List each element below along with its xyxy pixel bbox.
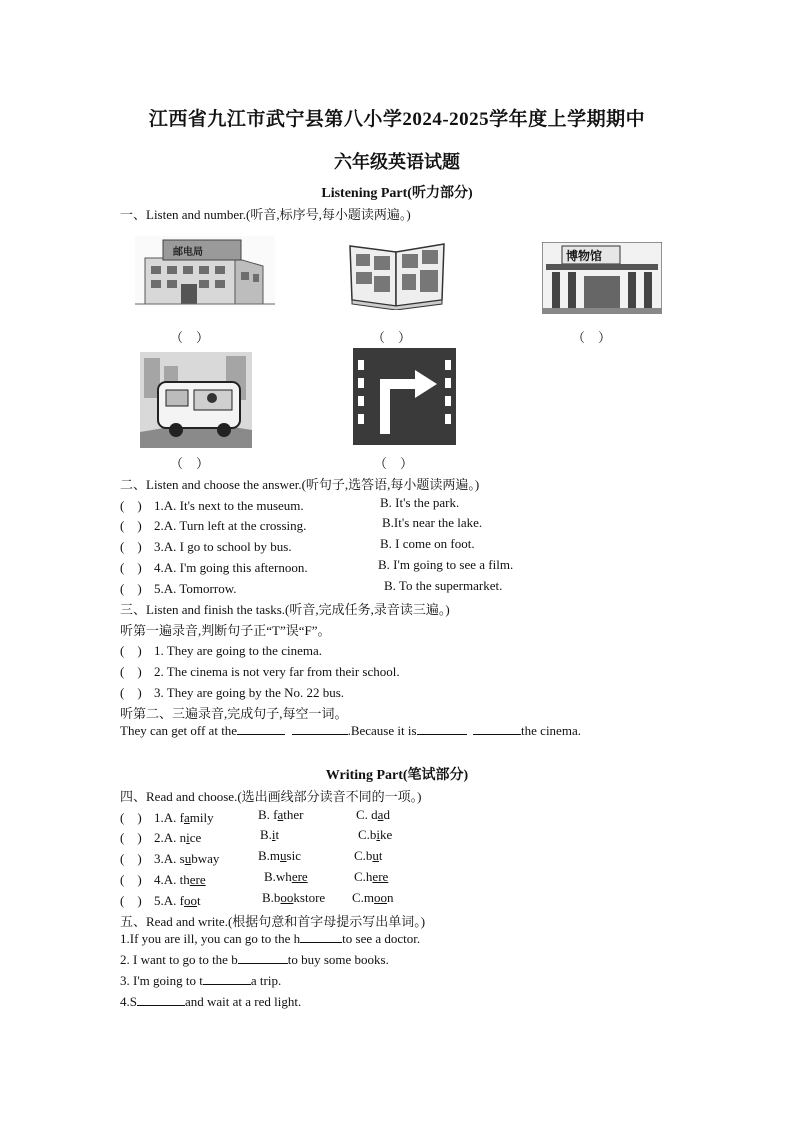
underlined-letters: i — [271, 827, 276, 842]
option-b — [264, 869, 308, 885]
answer-blank[interactable] — [203, 973, 251, 985]
list-item — [120, 557, 308, 576]
sentence-text: and wait at a red light. — [184, 994, 302, 1009]
turn-right-sign-picture — [353, 348, 456, 445]
blank-3[interactable] — [417, 723, 467, 735]
option-a: A. n — [163, 830, 187, 845]
option-c-text: ke — [380, 827, 393, 842]
option-a: bway — [191, 851, 220, 866]
listening-part-heading: Listening Part(听力部分) — [321, 186, 473, 201]
answer-bracket[interactable]: ( ) — [120, 851, 142, 866]
fill-text: the cinema. — [521, 723, 581, 738]
underlined-letters: i — [376, 827, 381, 842]
section4-instruction: 四、Read and choose.(选出画线部分读音不同的一项。) — [120, 789, 422, 804]
option-a: 2.A. Turn left at the crossing. — [154, 518, 307, 533]
sentence-text: to buy some books. — [287, 952, 389, 967]
section2-instruction: 二、Listen and choose the answer.(听句子,选答语,每小题读两遍。) — [120, 477, 480, 492]
option-a: 5.A. Tomorrow. — [154, 581, 237, 596]
list-item — [120, 640, 322, 659]
underlined-letters: ere — [189, 872, 206, 887]
bus-picture — [140, 352, 252, 448]
option-a: A. f — [163, 810, 184, 825]
answer-bracket[interactable]: ( ) — [120, 539, 142, 554]
list-item — [120, 807, 214, 826]
statement-text: 3. They are going by the No. 22 bus. — [154, 685, 345, 700]
option-b — [258, 807, 304, 823]
option-a: ce — [189, 830, 202, 845]
answer-blank[interactable] — [137, 994, 185, 1006]
post-office-picture — [135, 236, 275, 306]
list-item — [120, 495, 304, 514]
exam-subtitle: 六年级英语试题 — [334, 152, 460, 172]
option-a: A. f — [163, 893, 184, 908]
option-c-text: C.b — [354, 848, 373, 863]
option-a: t — [196, 893, 201, 908]
book-answer-bracket[interactable]: （ ） — [372, 330, 412, 345]
question-number: 3. — [154, 851, 164, 866]
post-office-sign: 邮电局 — [173, 247, 203, 258]
answer-bracket[interactable]: ( ) — [120, 810, 142, 825]
underlined-letters: oo — [374, 890, 388, 905]
option-b-text: ther — [283, 807, 304, 822]
second-listen-instruction: 听第二、三遍录音,完成句子,每空一词。 — [120, 706, 348, 721]
option-c — [356, 807, 390, 823]
option-c — [352, 890, 394, 906]
option-a: mily — [189, 810, 214, 825]
underlined-letters: a — [183, 810, 190, 825]
list-item — [120, 931, 420, 947]
turn-right-answer-bracket[interactable]: （ ） — [374, 456, 414, 471]
option-c-text: d — [383, 807, 390, 822]
list-item — [120, 994, 301, 1010]
question-number: 2. — [154, 830, 164, 845]
option-b: B. It's the park. — [380, 495, 460, 510]
option-a: 4.A. I'm going this afternoon. — [154, 560, 308, 575]
blank-1[interactable] — [237, 723, 285, 735]
option-b-text: B.m — [258, 848, 281, 863]
first-listen-instruction: 听第一遍录音,判断句子正“T”误“F”。 — [120, 623, 331, 638]
question-number: 5. — [154, 893, 164, 908]
museum-answer-bracket[interactable]: （ ） — [572, 330, 612, 345]
answer-bracket[interactable]: ( ) — [120, 872, 142, 887]
option-c-text: n — [387, 890, 394, 905]
answer-bracket[interactable]: ( ) — [120, 664, 142, 679]
list-item — [120, 973, 281, 989]
option-b — [258, 848, 301, 864]
question-number: 4. — [154, 872, 164, 887]
option-b-text: kstore — [293, 890, 326, 905]
answer-bracket[interactable]: ( ) — [120, 518, 142, 533]
option-a: A. s — [163, 851, 185, 866]
book-picture — [348, 238, 446, 310]
option-b-text: B.b — [262, 890, 281, 905]
option-c-text: C.m — [352, 890, 375, 905]
option-b: B. I come on foot. — [380, 536, 475, 551]
option-b: B. I'm going to see a film. — [378, 557, 514, 572]
list-item — [120, 869, 206, 888]
statement-text: 2. The cinema is not very far from their school. — [154, 664, 400, 679]
option-b: B. To the supermarket. — [384, 578, 503, 593]
answer-bracket[interactable]: ( ) — [120, 643, 142, 658]
option-b-text: B.wh — [264, 869, 292, 884]
blank-4[interactable] — [473, 723, 521, 735]
option-a: A. th — [163, 872, 190, 887]
answer-bracket[interactable]: ( ) — [120, 685, 142, 700]
option-a: 3.A. I go to school by bus. — [154, 539, 292, 554]
section1-instruction: 一、Listen and number.(听音,标序号,每小题读两遍。) — [120, 207, 411, 222]
option-b-text: sic — [286, 848, 301, 863]
option-b-text: B. — [260, 827, 272, 842]
option-b: B.It's near the lake. — [382, 515, 483, 530]
answer-bracket[interactable]: ( ) — [120, 498, 142, 513]
option-b-text: B. f — [258, 807, 278, 822]
fill-sentence — [120, 723, 581, 739]
sentence-text: 3. I'm going to t — [120, 973, 203, 988]
underlined-letters: u — [280, 848, 287, 863]
sentence-text: to see a doctor. — [342, 931, 421, 946]
answer-bracket[interactable]: ( ) — [120, 560, 142, 575]
sentence-text: 1.If you are ill, you can go to the h — [120, 931, 301, 946]
list-item — [120, 515, 306, 534]
question-number: 1. — [154, 810, 164, 825]
underlined-letters: oo — [280, 890, 294, 905]
answer-bracket[interactable]: ( ) — [120, 581, 142, 596]
museum-sign: 博物馆 — [566, 249, 603, 263]
underlined-letters: u — [372, 848, 379, 863]
statement-text: 1. They are going to the cinema. — [154, 643, 322, 658]
sentence-text: 4.S — [120, 994, 137, 1009]
underlined-letters: a — [277, 807, 284, 822]
option-c — [354, 848, 383, 864]
option-c-text: t — [378, 848, 383, 863]
option-a: 1.A. It's next to the museum. — [154, 498, 304, 513]
bus-answer-bracket[interactable]: （ ） — [170, 456, 210, 471]
list-item — [120, 848, 219, 867]
list-item — [120, 890, 201, 909]
answer-blank[interactable] — [238, 952, 288, 964]
option-c — [354, 869, 388, 885]
fill-text: .Because it is — [347, 723, 417, 738]
writing-part-heading: Writing Part(笔试部分) — [325, 768, 469, 783]
option-c — [358, 827, 392, 843]
section5-instruction: 五、Read and write.(根据句意和首字母提示写出单词。) — [120, 914, 426, 929]
list-item — [120, 952, 389, 968]
museum-picture — [542, 242, 662, 314]
list-item — [120, 682, 344, 701]
underlined-letters: i — [186, 830, 190, 845]
answer-bracket[interactable]: ( ) — [120, 830, 142, 845]
option-c-text: C. d — [356, 807, 378, 822]
option-b — [262, 890, 325, 906]
option-b-text: t — [275, 827, 280, 842]
answer-blank[interactable] — [300, 931, 342, 943]
option-c-text: C.h — [354, 869, 373, 884]
fill-text: They can get off at the — [120, 723, 238, 738]
sentence-text: 2. I want to go to the b — [120, 952, 238, 967]
post-office-answer-bracket[interactable]: （ ） — [170, 330, 210, 345]
underlined-letters: a — [377, 807, 384, 822]
list-item — [120, 578, 237, 597]
option-c-text: C.b — [358, 827, 377, 842]
list-item — [120, 827, 201, 846]
answer-bracket[interactable]: ( ) — [120, 893, 142, 908]
section3-instruction: 三、Listen and finish the tasks.(听音,完成任务,录音读三遍。) — [120, 602, 450, 617]
underlined-letters: oo — [183, 893, 197, 908]
exam-title: 江西省九江市武宁县第八小学2024-2025学年度上学期期中 — [148, 109, 646, 130]
blank-2[interactable] — [292, 723, 348, 735]
list-item — [120, 536, 292, 555]
option-b — [260, 827, 279, 843]
underlined-letters: ere — [372, 869, 389, 884]
underlined-letters: u — [184, 851, 192, 866]
underlined-letters: ere — [291, 869, 308, 884]
list-item — [120, 661, 400, 680]
sentence-text: a trip. — [250, 973, 282, 988]
